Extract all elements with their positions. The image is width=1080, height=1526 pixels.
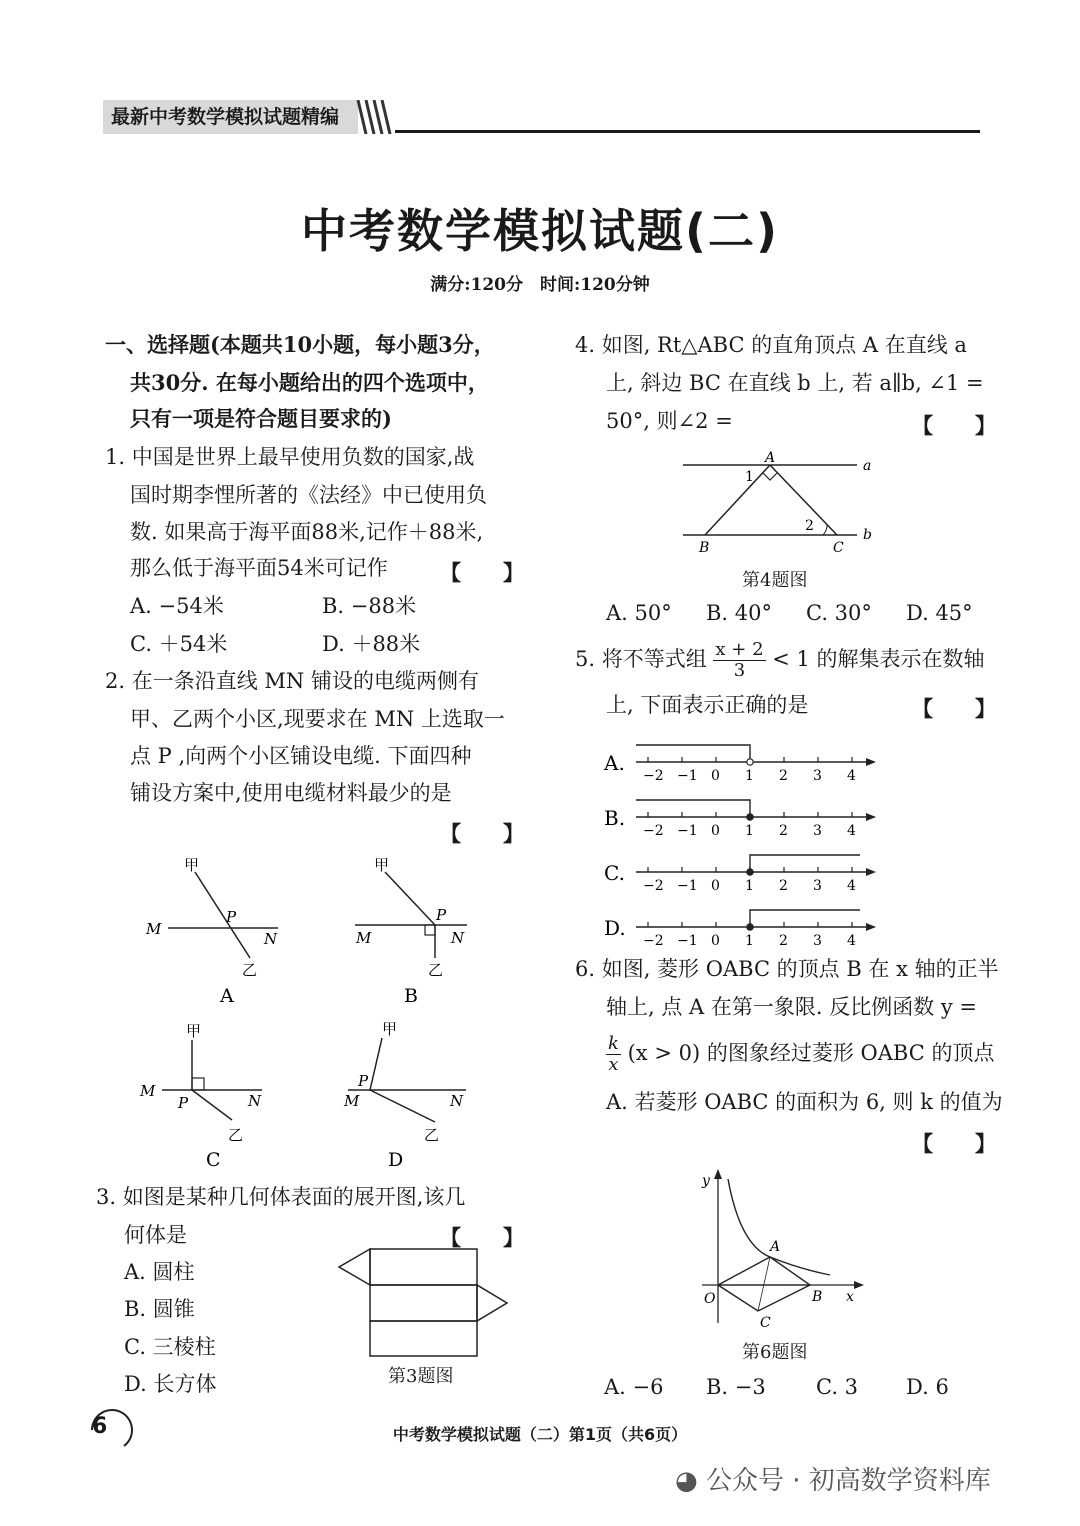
q4-option-a: A. 50° [606,601,672,625]
q2-line2: 甲、乙两个小区,现要求在 MN 上选取一 [130,707,505,731]
q3-option-d: D. 长方体 [124,1372,217,1396]
q5-tick-label: 0 [711,933,720,949]
q2b-label-n: N [451,929,465,947]
q5-option-letter: D. [604,916,626,940]
q5-option-letter: C. [604,861,625,885]
q2-line4: 铺设方案中,使用电缆材料最少的是 [130,781,452,805]
q6-label-y: y [702,1173,710,1189]
q4-line1: 4. 如图, Rt△ABC 的直角顶点 A 在直线 a [575,333,967,357]
q5-tick-label: 3 [813,878,822,894]
q5-option-d-numberline [604,910,876,949]
q3-option-b: B. 圆锥 [124,1297,195,1321]
q2-figure-b [355,856,467,1007]
q5-tick-label: 2 [779,933,788,949]
q5-number-lines [600,725,890,950]
q6-line3 [606,1034,994,1075]
q3-line2: 何体是 [124,1223,187,1247]
q4-label-angle1: 1 [745,469,754,485]
q5-tick-label: 4 [847,878,856,894]
q2d-label-n: N [450,1092,464,1110]
header-rule [395,130,980,133]
q2c-letter: C [206,1149,221,1171]
q1-option-b: B. −88米 [322,594,417,618]
q5-tick-label: −1 [677,768,698,784]
q3-option-a: A. 圆柱 [124,1260,195,1284]
q6-frac-num: k [608,1033,619,1054]
q5-fraction [713,640,765,681]
q5-prefix: 5. 将不等式组 [575,647,707,671]
q5-tick-label: −1 [677,823,698,839]
q5-tick-label: 2 [779,878,788,894]
watermark-text: 公众号 · 初高数学资料库 [705,1466,991,1496]
q2-line1: 2. 在一条沿直线 MN 铺设的电缆两侧有 [105,669,479,693]
q5-tick-label: −1 [677,933,698,949]
q4-line3: 50°, 则∠2 = [606,409,733,433]
q5-tick-label: 0 [711,878,720,894]
q2c-label-yi: 乙 [228,1126,244,1144]
q2c-label-jia: 甲 [186,1022,202,1040]
section-heading-line3: 只有一项是符合题目要求的) [130,406,392,431]
q2-answer-bracket: 【 】 [440,821,524,846]
q5-tick-label: −1 [677,878,698,894]
q4-option-b: B. 40° [706,601,773,625]
q3-net-figure [335,1245,515,1365]
q5-option-letter: A. [604,751,625,775]
q5-tick-label: −2 [643,878,664,894]
page-subtitle: 满分:120分 时间:120分钟 [430,275,650,295]
q2-figure-a [145,856,278,1007]
q5-option-b-numberline [604,800,876,839]
q6-answer-bracket: 【 】 [912,1131,996,1156]
q2d-label-yi: 乙 [424,1126,440,1144]
q6-line3-text: (x > 0) 的图象经过菱形 OABC 的顶点 [627,1041,995,1065]
q4-label-angle2: 2 [805,518,814,534]
q6-option-d: D. 6 [906,1375,949,1399]
q4-line2: 上, 斜边 BC 在直线 b 上, 若 a∥b, ∠1 = [606,371,984,395]
q5-tick-label: 0 [711,768,720,784]
q2a-label-p: P [226,908,237,926]
q5-answer-bracket: 【 】 [912,696,996,721]
q6-option-c: C. 3 [816,1375,859,1399]
q2-figures [130,850,530,1180]
wechat-icon: ◕ [675,1466,698,1496]
q5-tick-label: 2 [779,768,788,784]
q6-label-x: x [846,1289,854,1305]
q2d-label-jia: 甲 [382,1020,398,1038]
q5-tick-label: −2 [643,823,664,839]
q2b-label-m: M [356,929,372,947]
q5-option-c-numberline [604,855,876,894]
q3-caption: 第3题图 [388,1366,454,1387]
q4-label-c: C [833,540,844,556]
q2-line3: 点 P ,向两个小区铺设电缆. 下面四种 [130,744,472,768]
q2d-label-m: M [344,1092,360,1110]
q2c-label-m: M [140,1082,156,1100]
q3-line1: 3. 如图是某种几何体表面的展开图,该几 [96,1185,466,1209]
q5-tick-label: 4 [847,768,856,784]
q2-figure-d [343,1020,466,1171]
section-heading-line1: 一、选择题(本题共10小题，每小题3分， [105,332,495,357]
q5-tick-label: 1 [745,768,754,784]
q2b-label-p: P [436,906,447,924]
q5-tick-label: 1 [745,878,754,894]
q6-option-a: A. −6 [604,1375,664,1399]
section-heading-line2: 共30分. 在每小题给出的四个选项中， [130,370,489,395]
q5-frac-num: x + 2 [715,639,764,660]
q2-figure-c [139,1022,262,1171]
q2b-label-jia: 甲 [374,856,390,874]
q4-label-b: B [699,540,710,556]
q5-tick-label: 2 [779,823,788,839]
q1-option-d: D. ＋88米 [322,632,421,656]
q5-tick-label: 4 [847,933,856,949]
q1-option-c: C. ＋54米 [130,632,228,656]
series-label: 最新中考数学模拟试题精编 [103,100,358,134]
q4-answer-bracket: 【 】 [912,413,996,438]
q2c-label-n: N [248,1092,262,1110]
q5-tick-label: −2 [643,933,664,949]
q3-option-c: C. 三棱柱 [124,1335,216,1359]
q5-option-a-numberline [603,745,876,784]
q6-label-a: A [770,1239,781,1255]
q6-frac-den: x [608,1054,619,1075]
q2a-label-n: N [264,930,278,948]
q2b-letter: B [404,985,418,1007]
q4-caption: 第4题图 [742,570,808,591]
q5-tick-label: 3 [813,933,822,949]
q1-line3: 数. 如果高于海平面88米,记作＋88米, [130,520,484,544]
q2a-label-yi: 乙 [242,961,258,979]
page-number: 6 [92,1414,108,1439]
q5-tick-label: 1 [745,933,754,949]
q1-line2: 国时期李悝所著的《法经》中已使用负 [130,483,487,507]
q2d-letter: D [388,1149,404,1171]
q6-line2: 轴上, 点 A 在第一象限. 反比例函数 y = [606,995,978,1019]
q4-option-d: D. 45° [906,601,973,625]
q1-line1: 1. 中国是世界上最早使用负数的国家,战 [105,445,475,469]
q2b-label-yi: 乙 [428,961,444,979]
q6-line1: 6. 如图, 菱形 OABC 的顶点 B 在 x 轴的正半 [575,957,999,981]
q5-tick-label: −2 [643,768,664,784]
q5-line1 [575,640,985,681]
page-footer: 中考数学模拟试题（二）第1页（共6页） [392,1425,688,1444]
q6-option-b: B. −3 [706,1375,766,1399]
q6-label-c: C [760,1315,771,1331]
q5-frac-den: 3 [733,660,746,681]
q1-line4: 那么低于海平面54米可记作 [130,556,388,580]
q5-tick-label: 0 [711,823,720,839]
q4-label-line-a: a [863,458,872,474]
q2a-letter: A [220,985,234,1007]
q2c-label-p: P [178,1094,189,1112]
q2d-label-p: P [358,1072,369,1090]
q5-tick-label: 1 [745,823,754,839]
page-title: 中考数学模拟试题(二) [300,204,780,258]
q1-option-a: A. −54米 [130,594,224,618]
q4-option-c: C. 30° [806,601,872,625]
q5-tick-label: 4 [847,823,856,839]
q6-line4: A. 若菱形 OABC 的面积为 6, 则 k 的值为 [606,1090,1003,1114]
q6-caption: 第6题图 [742,1342,808,1363]
q6-figure [690,1165,870,1335]
q4-figure [675,448,885,558]
q6-label-b: B [812,1289,823,1305]
q5-option-letter: B. [604,806,626,830]
q5-tick-label: 3 [813,823,822,839]
q5-suffix: < 1 的解集表示在数轴 [772,647,985,671]
q6-label-o: O [704,1291,716,1307]
q4-label-a: A [765,450,776,466]
q5-line2: 上, 下面表示正确的是 [606,693,809,717]
q1-answer-bracket: 【 】 [440,560,524,585]
q6-fraction [606,1034,621,1075]
q5-tick-label: 3 [813,768,822,784]
q2a-label-jia: 甲 [184,856,200,874]
q4-label-line-b: b [863,527,872,543]
q2a-label-m: M [146,920,162,938]
watermark [675,1460,991,1497]
q3-answer-bracket: 【 】 [440,1225,524,1250]
